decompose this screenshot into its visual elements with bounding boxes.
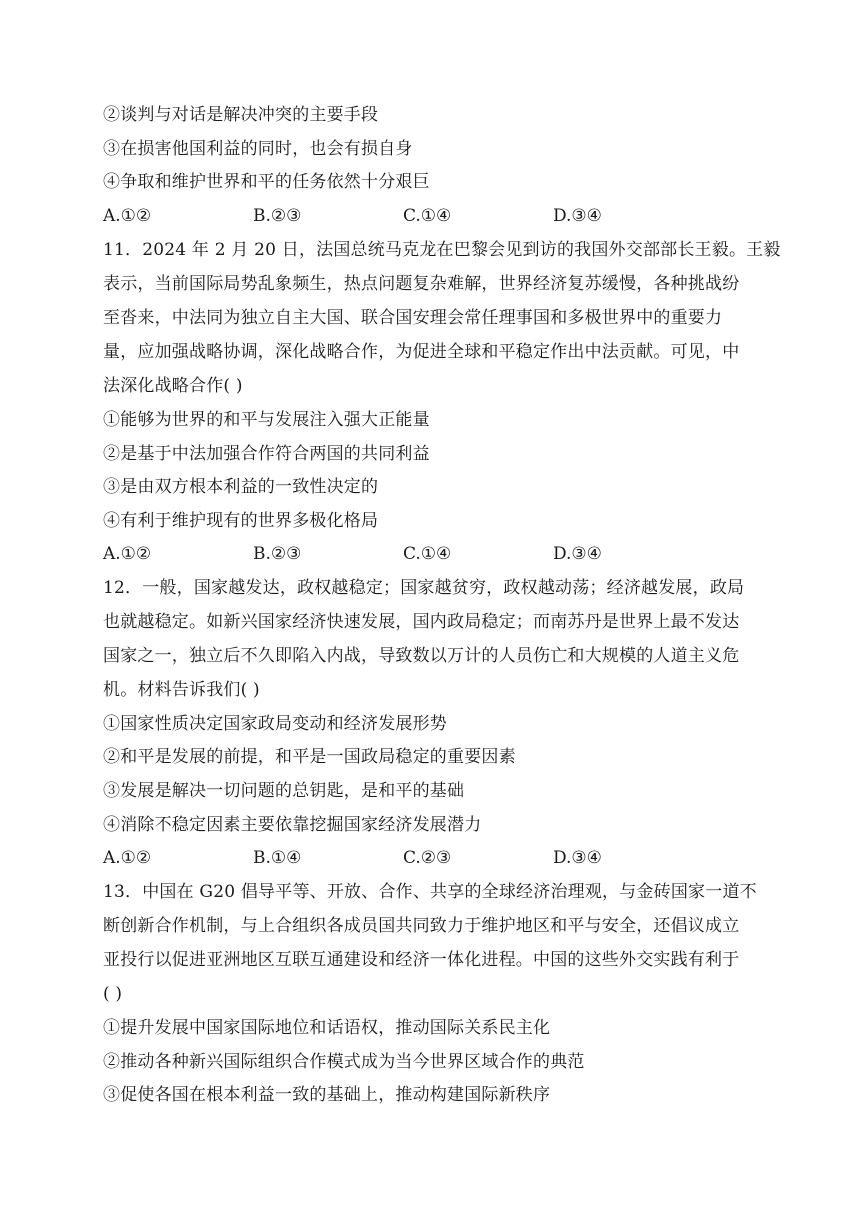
statement: ③是由双方根本利益的一致性决定的 [103,477,379,497]
question-stem-line: 断创新合作机制，与上合组织各成员国共同致力于维护地区和平与安全，还倡议成立 [103,916,740,936]
option-a: A.①② [103,206,152,226]
statement: ②谈判与对话是解决冲突的主要手段 [103,105,379,125]
statement: ①提升发展中国家国际地位和话语权，推动国际关系民主化 [103,1018,551,1038]
option-c: C.①④ [403,544,452,564]
option-d: D.③④ [553,544,602,564]
question-stem-line: 亚投行以促进亚洲地区互联互通建设和经济一体化进程。中国的这些外交实践有利于 [103,950,740,970]
statement: ②是基于中法加强合作符合两国的共同利益 [103,444,430,464]
statement: ②和平是发展的前提，和平是一国政局稳定的重要因素 [103,747,516,767]
statement: ②推动各种新兴国际组织合作模式成为当今世界区域合作的典范 [103,1052,585,1072]
statement: ①能够为世界的和平与发展注入强大正能量 [103,410,430,430]
option-d: D.③④ [553,848,602,868]
option-b: B.①④ [253,848,302,868]
option-c: C.①④ [403,206,452,226]
statement: ③在损害他国利益的同时，也会有损自身 [103,139,413,159]
question-stem-line: 也就越稳定。如新兴国家经济快速发展，国内政局稳定；而南苏丹是世界上最不发达 [103,612,740,632]
option-b: B.②③ [253,544,302,564]
question-stem-line: 机。材料告诉我们( ) [103,680,260,700]
question-stem-line: 量，应加强战略协调，深化战略合作，为促进全球和平稳定作出中法贡献。可见，中 [103,342,740,362]
question-stem-line: 法深化战略合作( ) [103,376,243,396]
statement: ③促使各国在根本利益一致的基础上，推动构建国际新秩序 [103,1085,551,1105]
question-stem-line: ( ) [103,984,123,1004]
question-stem-line: 13．中国在 G20 倡导平等、开放、合作、共享的全球经济治理观，与金砖国家一道不 [103,882,757,902]
option-c: C.②③ [403,848,452,868]
option-b: B.②③ [253,206,302,226]
statement: ③发展是解决一切问题的总钥匙，是和平的基础 [103,781,465,801]
question-stem-line: 12．一般，国家越发达，政权越稳定；国家越贫穷，政权越动荡；经济越发展，政局 [103,578,745,598]
statement: ④消除不稳定因素主要依靠挖掘国家经济发展潜力 [103,815,482,835]
question-stem-line: 国家之一，独立后不久即陷入内战，导致数以万计的人员伤亡和大规模的人道主义危 [103,646,740,666]
statement: ④有利于维护现有的世界多极化格局 [103,511,379,531]
option-a: A.①② [103,848,152,868]
question-stem-line: 表示，当前国际局势乱象频生，热点问题复杂难解，世界经济复苏缓慢，各种挑战纷 [103,274,740,294]
option-d: D.③④ [553,206,602,226]
option-a: A.①② [103,544,152,564]
question-stem-line: 至沓来，中法同为独立自主大国、联合国安理会常任理事国和多极世界中的重要力 [103,308,723,328]
question-stem-line: 11．2024 年 2 月 20 日，法国总统马克龙在巴黎会见到访的我国外交部部长王毅。王毅 [103,240,781,260]
statement: ①国家性质决定国家政局变动和经济发展形势 [103,714,447,734]
statement: ④争取和维护世界和平的任务依然十分艰巨 [103,172,430,192]
